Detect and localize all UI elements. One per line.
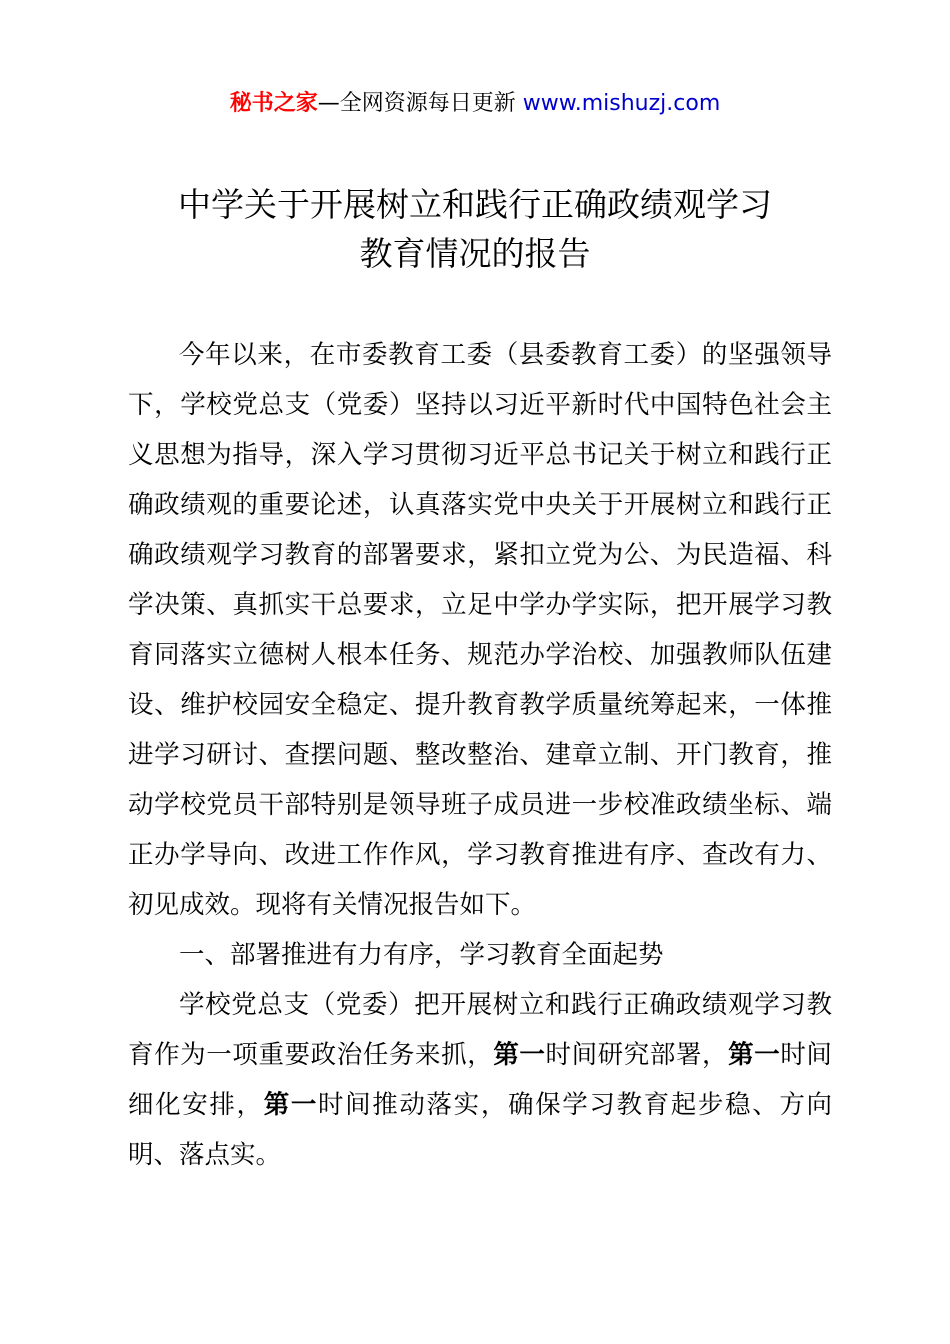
paragraph-text: 时间推动落实，确保学习教育起步稳、方向明、落点实。 [128,1090,832,1170]
site-url-link[interactable]: www.mishuzj.com [522,91,721,116]
emphasis-text: 第一 [493,1040,546,1070]
emphasis-text: 第一 [263,1090,318,1120]
brand-name: 秘书之家 [229,91,318,116]
banner-slogan: —全网资源每日更新 [317,91,523,116]
title-line-1: 中学关于开展树立和践行正确政绩观学习 [178,185,772,224]
paragraph-text: 学校党总支（党委）把开展树立和践行正确政绩观学习教育作为一项重要政治任务来抓， [128,990,832,1070]
paragraph-text: 时间细化安排， [128,1040,832,1120]
intro-paragraph: 今年以来，在市委教育工委（县委教育工委）的坚强领导下，学校党总支（党委）坚持以习近平新时代中国特色社会主义思想为指导，深入学习贯彻习近平总书记关于树立和践行正确政绩观的重要论述，认真落实党中央关于开展树立和践行正确政绩观学习教育的部署要求，紧扣立党为公、为民造福、科学决策、真抓实干总要求，立足中学办学实际，把开展学习教育同落实立德树人根本任务、规范办学治校、加强教师队伍建设、维护校园安全稳定、提升教育教学质量统筹起来，一体推进学习研讨、查摆问题、整改整治、建章立制、开门教育，推动学校党员干部特别是领导班子成员进一步校准政绩坐标、端正办学导向、改进工作作风，学习教育推进有序、查改有力、初见成效。现将有关情况报告如下。 [128,340,832,920]
paragraph-text: 时间研究部署， [545,1040,729,1070]
document-body [128,330,832,1180]
site-banner [0,86,950,122]
section-heading-1: 一、部署推进有力有序，学习教育全面起势 [179,940,664,970]
document-title [0,180,950,278]
emphasis-text: 第一 [728,1040,781,1070]
section-1-paragraph [128,980,832,1180]
title-line-2: 教育情况的报告 [359,234,591,273]
